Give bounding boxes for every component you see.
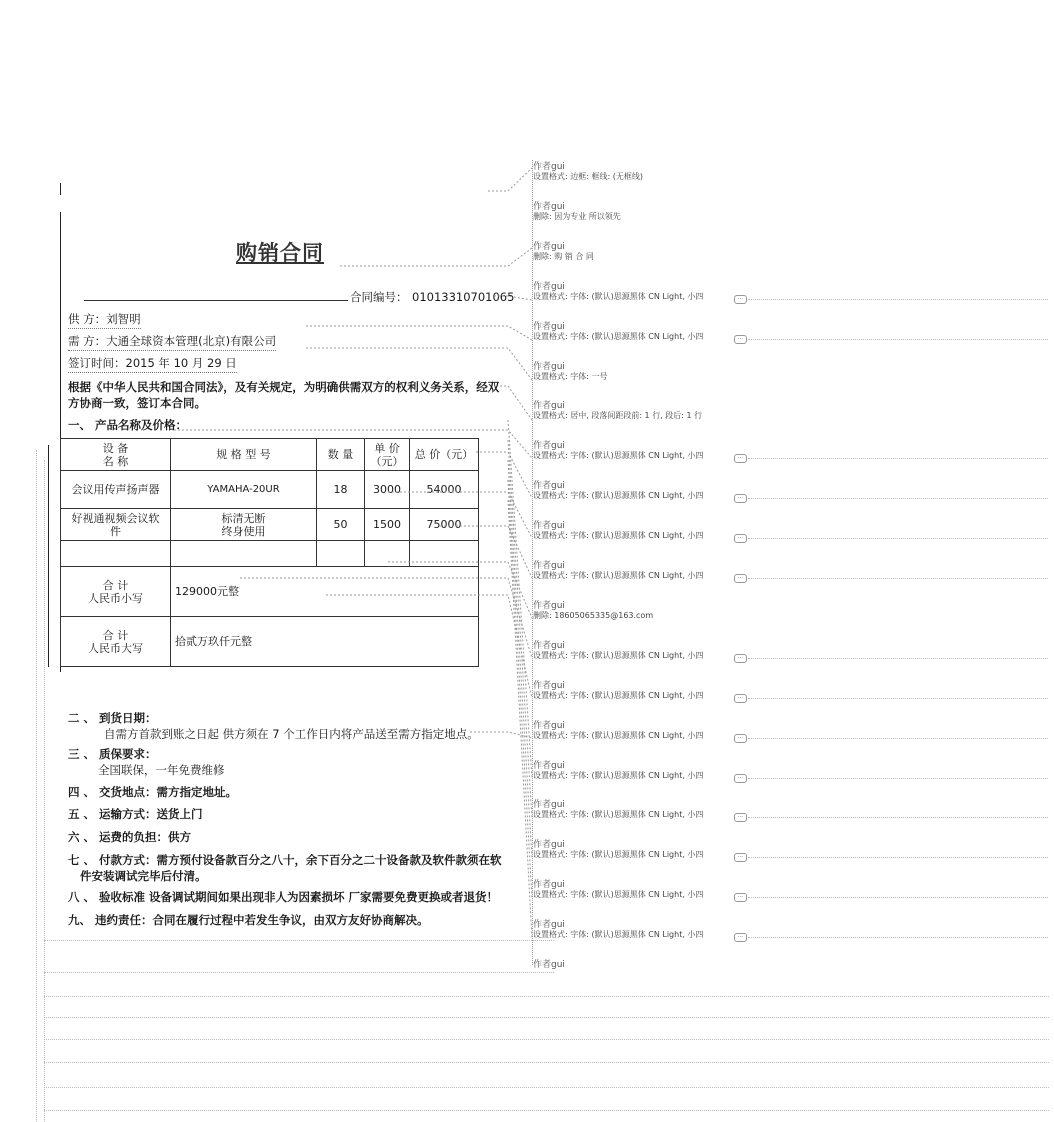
comment-body: 设置格式: 字体: (默认)思源黑体 CN Light, 小四 <box>533 651 704 660</box>
comment-author: 作者gui <box>533 162 565 172</box>
contract-number-label: 合同编号： <box>350 290 408 304</box>
comment-body: 设置格式: 字体: (默认)思源黑体 CN Light, 小四 <box>533 571 704 580</box>
margin-dot-row <box>44 1017 1049 1018</box>
comment-expand-button[interactable]: ··· <box>734 654 747 663</box>
comment-expand-button[interactable]: ··· <box>734 774 747 783</box>
section-9: 九、 违约责任：合同在履行过程中若发生争议，由双方友好协商解决。 <box>68 913 429 927</box>
comment-author: 作者gui <box>533 641 565 651</box>
comment-author: 作者gui <box>533 282 565 292</box>
comment-expand-button[interactable]: ··· <box>734 813 747 822</box>
margin-dot-row <box>44 1062 1049 1063</box>
preamble-line-1: 根据《中华人民共和国合同法》，及有关规定，为明确供需双方的权利义务关系，经双 <box>68 380 500 394</box>
comment-author: 作者gui <box>533 561 565 571</box>
comment-body: 设置格式: 字体: (默认)思源黑体 CN Light, 小四 <box>533 491 704 500</box>
supplier-line: 供 方：刘智明 <box>68 312 141 329</box>
comment-expand-button[interactable]: ··· <box>734 454 747 463</box>
row-2-spec: 标清无断 终身使用 <box>171 509 317 541</box>
comment-author: 作者gui <box>533 362 565 372</box>
comment-expand-button[interactable]: ··· <box>734 295 747 304</box>
margin-dot-row <box>44 972 554 973</box>
comment-author: 作者gui <box>533 521 565 531</box>
comment-expand-button[interactable]: ··· <box>734 694 747 703</box>
section-8: 八 、 验收标准 设备调试期间如果出现非人为因素损坏 厂家需要免费更换或者退货！ <box>68 890 499 904</box>
comment-body: 设置格式: 居中, 段落间距段前: 1 行, 段后: 1 行 <box>533 411 703 420</box>
section-2-heading: 二 、 到货日期： <box>68 711 157 725</box>
section-5: 五 、 运输方式：送货上门 <box>68 807 203 821</box>
sum-big-label: 合 计 人民币大写 <box>61 617 171 667</box>
comment-author: 作者gui <box>533 401 565 411</box>
comment-expand-button[interactable]: ··· <box>734 534 747 543</box>
comment-author: 作者gui <box>533 920 565 930</box>
comment-body: 设置格式: 字体: (默认)思源黑体 CN Light, 小四 <box>533 531 704 540</box>
margin-dot-row <box>44 1087 1049 1088</box>
comment-body: 删除: 因为专业 所以领先 <box>533 212 621 221</box>
comment-body: 设置格式: 字体: (默认)思源黑体 CN Light, 小四 <box>533 691 704 700</box>
comment-author: 作者gui <box>533 960 565 970</box>
row-2-unit-price: 1500 <box>365 509 410 541</box>
comment-author: 作者gui <box>533 202 565 212</box>
section-3-heading: 三 、 质保要求： <box>68 747 157 761</box>
row-1-spec: YAMAHA-20UR <box>171 471 317 509</box>
comment-author: 作者gui <box>533 322 565 332</box>
section-6: 六 、 运费的负担：供方 <box>68 830 192 844</box>
comment-expand-button[interactable]: ··· <box>734 335 747 344</box>
margin-dots-left <box>36 450 37 1122</box>
comment-body: 设置格式: 边框: 框线: (无框线) <box>533 172 643 181</box>
margin-dots-left-2 <box>44 460 45 1122</box>
header-unit-price: 单 价 （元） <box>365 439 410 471</box>
comment-body: 设置格式: 字体: (默认)思源黑体 CN Light, 小四 <box>533 292 704 301</box>
section-3-body: 全国联保，一年免费维修 <box>98 763 225 777</box>
header-total: 总 价（元） <box>410 439 479 471</box>
header-device: 设 备 名 称 <box>61 439 171 471</box>
margin-dot-row <box>44 940 554 941</box>
comment-expand-button[interactable]: ··· <box>734 893 747 902</box>
contract-title: 购销合同 <box>236 241 324 265</box>
margin-dot-row <box>44 996 1049 997</box>
row-2-total: 75000 <box>410 509 479 541</box>
comment-body: 设置格式: 字体: (默认)思源黑体 CN Light, 小四 <box>533 451 704 460</box>
comment-body: 删除: 购 销 合 同 <box>533 252 594 261</box>
comment-expand-button[interactable]: ··· <box>734 853 747 862</box>
header-spec: 规 格 型 号 <box>171 439 317 471</box>
comment-author: 作者gui <box>533 761 565 771</box>
sum-small-label: 合 计 人民币小写 <box>61 567 171 617</box>
comment-author: 作者gui <box>533 721 565 731</box>
comment-body: 设置格式: 字体: (默认)思源黑体 CN Light, 小四 <box>533 731 704 740</box>
comment-author: 作者gui <box>533 800 565 810</box>
buyer-line: 需 方：大通全球资本管理(北京)有限公司 <box>68 334 276 351</box>
comment-body: 设置格式: 字体: (默认)思源黑体 CN Light, 小四 <box>533 890 704 899</box>
comment-author: 作者gui <box>533 481 565 491</box>
comment-author: 作者gui <box>533 840 565 850</box>
comment-body: 设置格式: 字体: (默认)思源黑体 CN Light, 小四 <box>533 850 704 859</box>
comment-expand-button[interactable]: ··· <box>734 494 747 503</box>
comment-body: 设置格式: 字体: (默认)思源黑体 CN Light, 小四 <box>533 930 704 939</box>
row-1-qty: 18 <box>317 471 365 509</box>
row-2-name: 好视通视频会议软 件 <box>61 509 171 541</box>
comment-expand-button[interactable]: ··· <box>734 933 747 942</box>
comment-author: 作者gui <box>533 441 565 451</box>
section-7-line-2: 件安装调试完毕后付清。 <box>80 869 207 883</box>
row-1-total: 54000 <box>410 471 479 509</box>
sign-time-line: 签订时间：2015 年 10 月 29 日 <box>68 356 237 373</box>
sum-small-value: 129000元整 <box>171 567 479 617</box>
comment-author: 作者gui <box>533 681 565 691</box>
contract-number: 01013310701065 <box>412 290 515 304</box>
comment-body: 删除: 18605065335@163.com <box>533 611 654 620</box>
comment-author: 作者gui <box>533 242 565 252</box>
comment-body: 设置格式: 字体: (默认)思源黑体 CN Light, 小四 <box>533 810 704 819</box>
margin-dot-row <box>44 1039 1049 1040</box>
section-1-heading: 一、 产品名称及价格： <box>68 418 188 432</box>
section-2-body: 自需方首款到账之日起 供方须在 7 个工作日内将产品送至需方指定地点。 <box>104 727 479 741</box>
preamble-line-2: 方协商一致，签订本合同。 <box>68 396 206 410</box>
comment-expand-button[interactable]: ··· <box>734 574 747 583</box>
comment-body: 设置格式: 字体: (默认)思源黑体 CN Light, 小四 <box>533 771 704 780</box>
row-2-qty: 50 <box>317 509 365 541</box>
comment-author: 作者gui <box>533 601 565 611</box>
comment-body: 设置格式: 字体: (默认)思源黑体 CN Light, 小四 <box>533 332 704 341</box>
row-1-unit-price: 3000 <box>365 471 410 509</box>
sum-big-value: 拾贰万玖仟元整 <box>171 617 479 667</box>
header-qty: 数 量 <box>317 439 365 471</box>
comment-body: 设置格式: 字体: 一号 <box>533 372 608 381</box>
margin-dot-row <box>44 1110 1049 1111</box>
comment-expand-button[interactable]: ··· <box>734 734 747 743</box>
row-1-name: 会议用传声扬声器 <box>61 471 171 509</box>
section-4: 四 、 交货地点：需方指定地址。 <box>68 785 238 799</box>
section-7-line-1: 七 、 付款方式：需方预付设备款百分之八十，余下百分之二十设备款及软件款须在软 <box>68 853 502 867</box>
comment-author: 作者gui <box>533 880 565 890</box>
